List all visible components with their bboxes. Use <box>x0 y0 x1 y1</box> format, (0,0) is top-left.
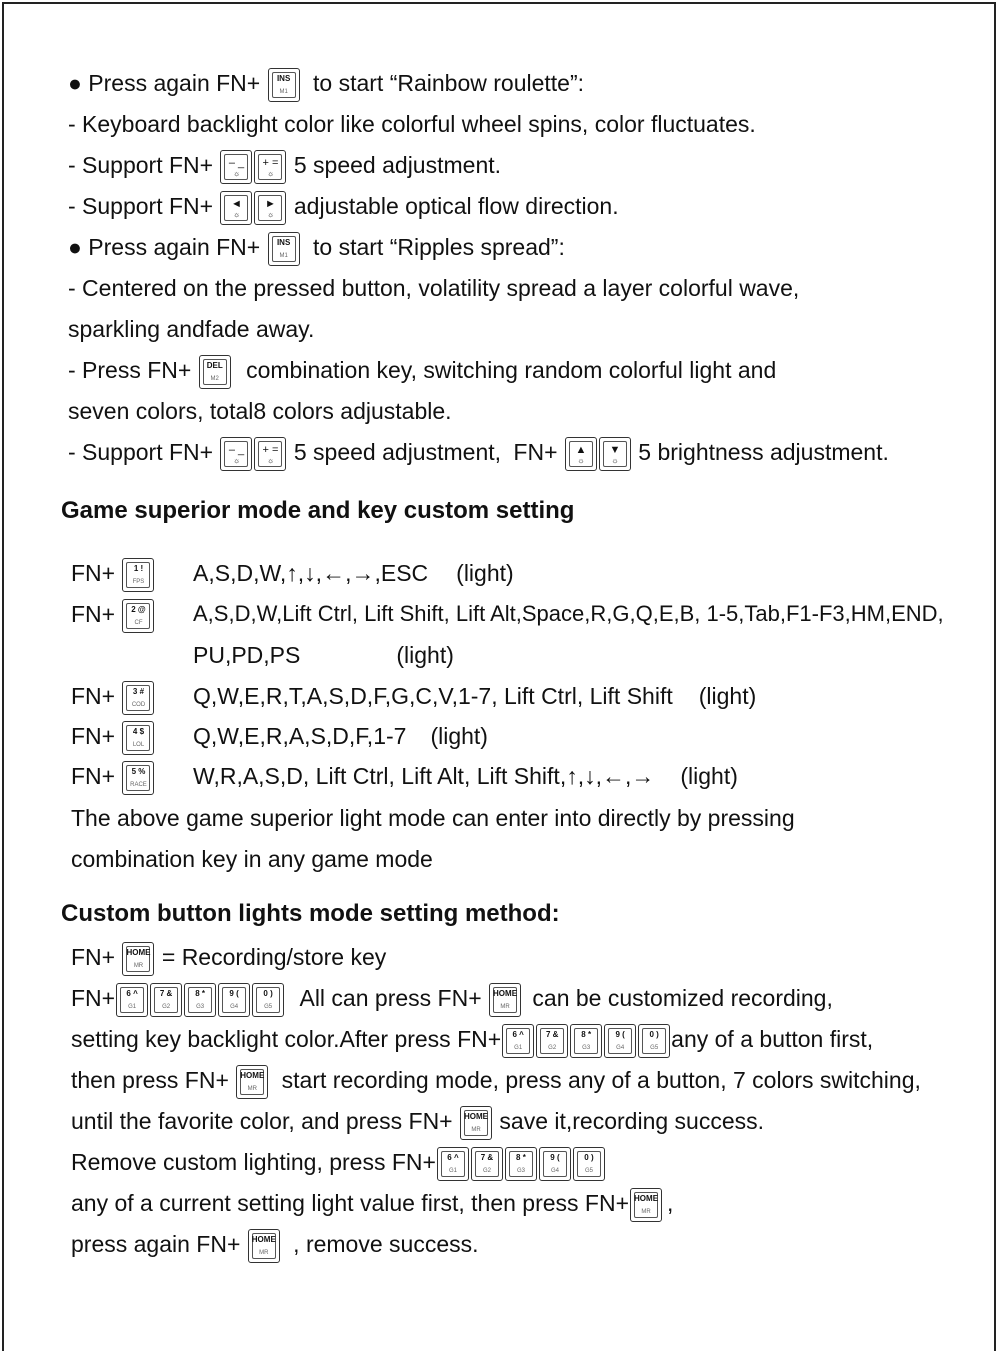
right-arrow-key-icon: ► ☼ <box>254 191 286 225</box>
key-8-icon: 8 * G3 <box>570 1024 602 1058</box>
game-row-3-text: Q,W,E,R,T,A,S,D,F,G,C,V,1-7, Lift Ctrl, Lift Shift (light) <box>193 683 757 709</box>
game-row-2 <box>71 599 155 633</box>
minus-key-icon: – _ ☼ <box>220 437 252 471</box>
line-direction <box>68 191 619 225</box>
game-row-4-text: Q,W,E,R,A,S,D,F,1-7 (light) <box>193 723 488 749</box>
text: ● Press again FN+ <box>68 234 261 261</box>
game-note-1: The above game superior light mode can enter into directly by pressing <box>71 805 795 831</box>
fn-label: FN+ <box>71 560 116 587</box>
key-0-icon: 0 ) G5 <box>638 1024 670 1058</box>
game-row-1-text: A,S,D,W,↑,↓,←,→,ESC (light) <box>193 560 514 586</box>
text: start recording mode, press any of a button, 7 colors switching, <box>281 1067 921 1094</box>
line-speed <box>68 150 501 184</box>
text: 5 speed adjustment. <box>293 152 502 179</box>
ins-key-icon: INS M1 <box>268 232 300 266</box>
text: - Press FN+ <box>68 357 192 384</box>
fn-label: FN+ <box>71 601 116 628</box>
text: ● Press again FN+ <box>68 70 261 97</box>
fn-label: FN+ <box>71 763 116 790</box>
line-ripples <box>68 232 565 266</box>
text: can be customized recording, <box>532 985 833 1012</box>
key-7-icon: 7 & G2 <box>471 1147 503 1181</box>
key-6-icon: 6 ^ G1 <box>116 983 148 1017</box>
plus-key-icon: + = ☼ <box>254 150 286 184</box>
key-8-icon: 8 * G3 <box>184 983 216 1017</box>
text: press again FN+ <box>71 1231 241 1258</box>
text: save it,recording success. <box>499 1108 765 1135</box>
key-6-icon: 6 ^ G1 <box>502 1024 534 1058</box>
key-0-icon: 0 ) G5 <box>252 983 284 1017</box>
home-key-icon: HOME MR <box>630 1188 662 1222</box>
line-centered: - Centered on the pressed button, volatility spread a layer colorful wave, <box>68 275 800 301</box>
line-combination <box>68 355 776 389</box>
custom-line-4 <box>71 1065 921 1099</box>
text: All can press FN+ <box>299 985 482 1012</box>
minus-key-icon: – _ ☼ <box>220 150 252 184</box>
line-keyboard-backlight: - Keyboard backlight color like colorful wheel spins, color fluctuates. <box>68 111 756 137</box>
line-rainbow <box>68 68 584 102</box>
plus-key-icon: + = ☼ <box>254 437 286 471</box>
game-row-1 <box>71 558 155 592</box>
game-row-2b-text: PU,PD,PS (light) <box>193 642 454 668</box>
heading-custom-lights: Custom button lights mode setting method: <box>61 900 560 927</box>
key-0-icon: 0 ) G5 <box>573 1147 605 1181</box>
text: = Recording/store key <box>161 944 387 971</box>
del-key-icon: DEL M2 <box>199 355 231 389</box>
up-arrow-key-icon: ▲ ☼ <box>565 437 597 471</box>
custom-line-2 <box>71 983 833 1017</box>
line-speed-brightness <box>68 437 889 471</box>
line-seven-colors: seven colors, total8 colors adjustable. <box>68 398 452 424</box>
key-7-icon: 7 & G2 <box>536 1024 568 1058</box>
key-9-icon: 9 ( G4 <box>539 1147 571 1181</box>
text: - Support FN+ <box>68 152 214 179</box>
heading-game-mode: Game superior mode and key custom setting <box>61 497 575 524</box>
key-6-icon: 6 ^ G1 <box>437 1147 469 1181</box>
text: - Support FN+ <box>68 439 214 466</box>
game-row-4 <box>71 721 155 755</box>
key-2-icon: 2 @ CF <box>122 599 154 633</box>
left-arrow-key-icon: ◄ ☼ <box>220 191 252 225</box>
key-3-icon: 3 # COD <box>122 681 154 715</box>
text: FN+ <box>71 944 116 971</box>
home-key-icon: HOME MR <box>248 1229 280 1263</box>
game-row-2-text: A,S,D,W,Lift Ctrl, Lift Shift, Lift Alt,Space,R,G,Q,E,B, 1-5,Tab,F1-F3,HM,END, <box>193 601 944 626</box>
game-row-3 <box>71 681 155 715</box>
text: to start “Ripples spread”: <box>313 234 565 261</box>
text: until the favorite color, and press FN+ <box>71 1108 453 1135</box>
key-7-icon: 7 & G2 <box>150 983 182 1017</box>
text: 5 brightness adjustment. <box>638 439 889 466</box>
custom-line-7 <box>71 1188 673 1222</box>
text: then press FN+ <box>71 1067 229 1094</box>
text: , <box>667 1190 674 1217</box>
custom-line-6 <box>71 1147 606 1181</box>
text: FN+ <box>513 439 558 466</box>
key-1-icon: 1 ! FPS <box>122 558 154 592</box>
text: 5 speed adjustment, <box>293 439 502 466</box>
custom-line-1 <box>71 942 386 976</box>
text: combination key, switching random colorful light and <box>246 357 777 384</box>
fn-label: FN+ <box>71 723 116 750</box>
key-9-icon: 9 ( G4 <box>604 1024 636 1058</box>
key-5-icon: 5 % RACE <box>122 761 154 795</box>
home-key-icon: HOME MR <box>489 983 521 1017</box>
text: to start “Rainbow roulette”: <box>313 70 585 97</box>
ins-key-icon: INS M1 <box>268 68 300 102</box>
text: FN+ <box>71 985 116 1012</box>
line-sparkling: sparkling andfade away. <box>68 316 315 342</box>
home-key-icon: HOME MR <box>460 1106 492 1140</box>
custom-line-3 <box>71 1024 873 1058</box>
custom-line-8 <box>71 1229 479 1263</box>
game-row-5 <box>71 761 155 795</box>
custom-line-5 <box>71 1106 764 1140</box>
down-arrow-key-icon: ▼ ☼ <box>599 437 631 471</box>
game-row-5-text: W,R,A,S,D, Lift Ctrl, Lift Alt, Lift Shift,↑,↓,←,→ (light) <box>193 763 738 789</box>
fn-label: FN+ <box>71 683 116 710</box>
text: any of a current setting light value first, then press FN+ <box>71 1190 630 1217</box>
text: adjustable optical flow direction. <box>293 193 619 220</box>
home-key-icon: HOME MR <box>122 942 154 976</box>
key-9-icon: 9 ( G4 <box>218 983 250 1017</box>
text: setting key backlight color.After press FN+ <box>71 1026 502 1053</box>
text: Remove custom lighting, press FN+ <box>71 1149 436 1176</box>
key-8-icon: 8 * G3 <box>505 1147 537 1181</box>
text: , remove success. <box>293 1231 479 1258</box>
text: any of a button first, <box>671 1026 874 1053</box>
game-note-2: combination key in any game mode <box>71 846 433 872</box>
text: - Support FN+ <box>68 193 214 220</box>
key-4-icon: 4 $ LOL <box>122 721 154 755</box>
home-key-icon: HOME MR <box>236 1065 268 1099</box>
